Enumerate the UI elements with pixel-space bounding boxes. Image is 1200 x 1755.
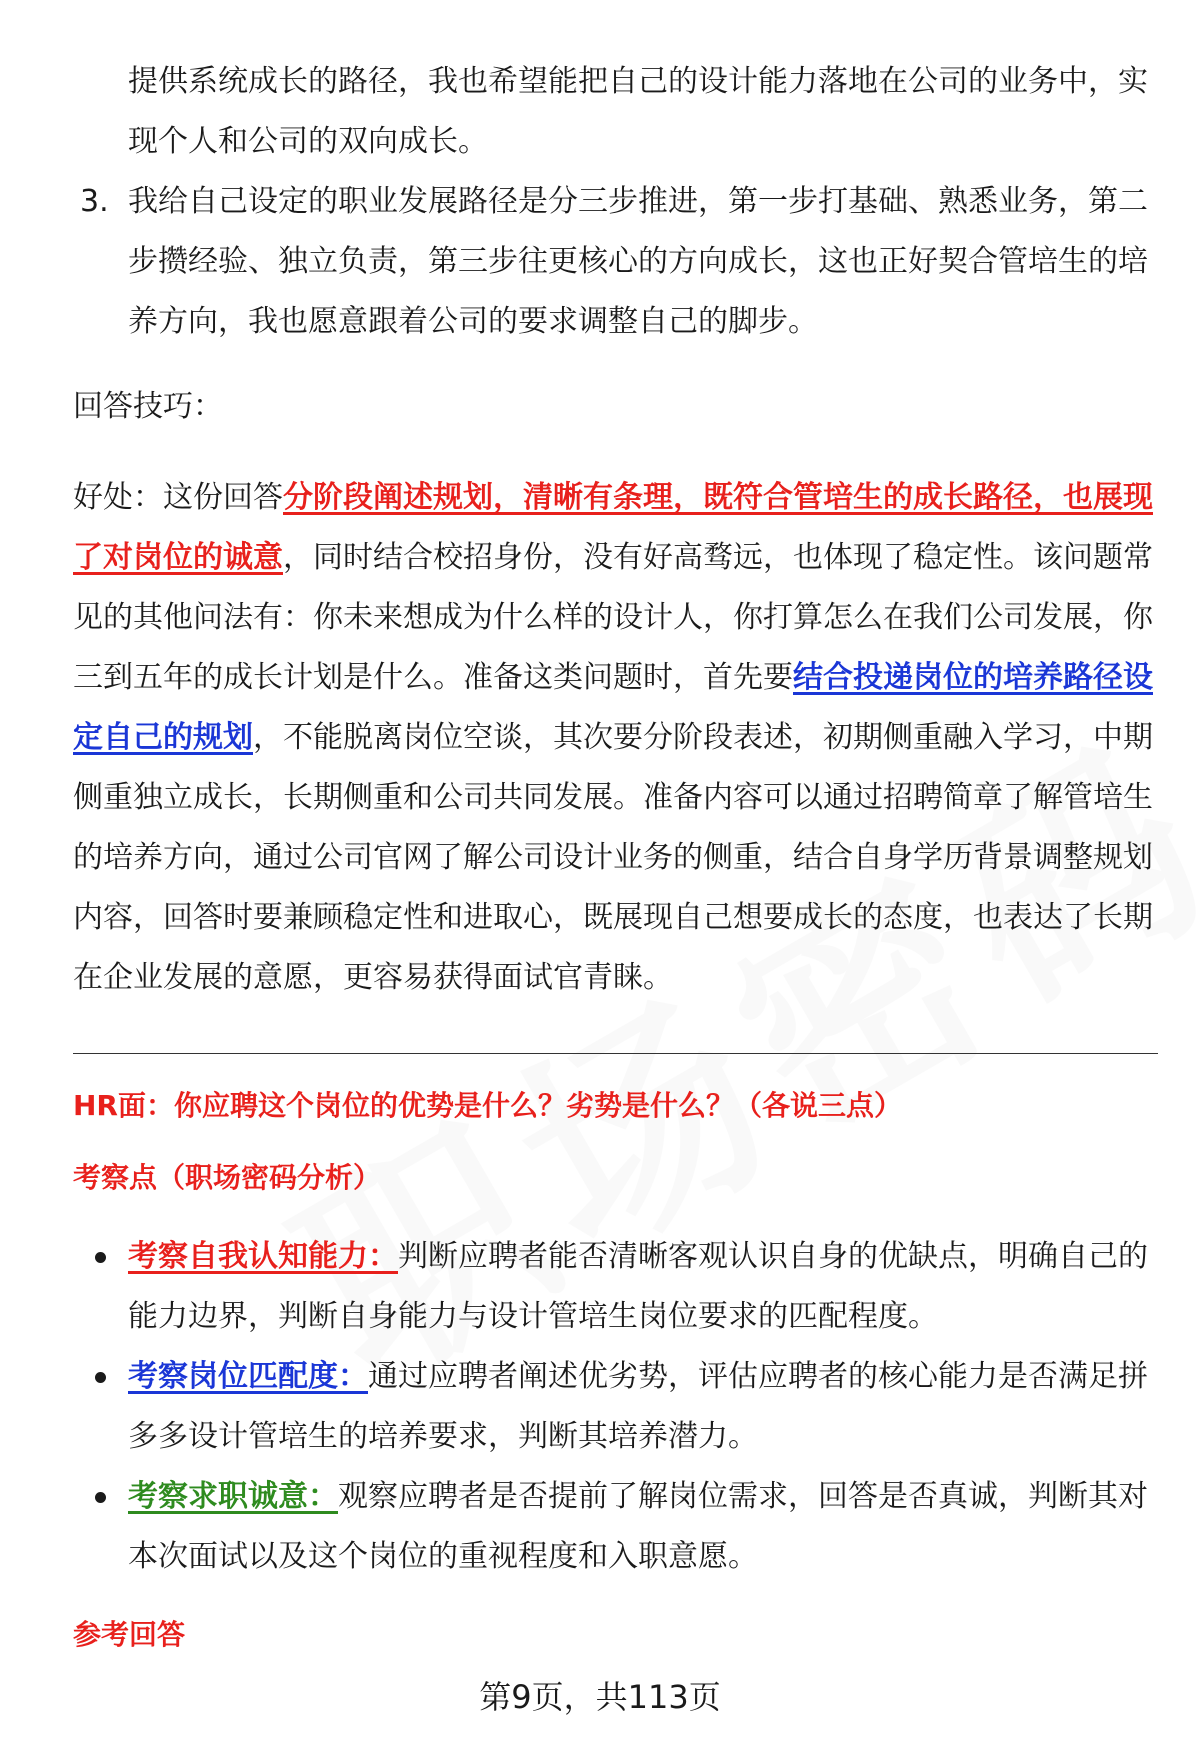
assessment-item-job-fit bbox=[95, 1347, 1158, 1467]
assessment-text: 判断应聘者能否清晰客观认识自身的优缺点，明确自己的能力边界，判断自身能力与设计管培生岗位要求的匹配程度。 bbox=[128, 1239, 1148, 1334]
assessment-list bbox=[95, 1227, 1158, 1587]
answer-item-3 bbox=[80, 172, 1160, 352]
assessment-label: 考察求职诚意： bbox=[128, 1479, 338, 1514]
assessment-heading: 考察点（职场密码分析） bbox=[73, 1161, 382, 1194]
item-number: 3. bbox=[80, 184, 109, 219]
assessment-item-self-awareness bbox=[95, 1227, 1158, 1347]
bullet-icon bbox=[95, 1372, 106, 1383]
benefit-suffix: ，不能脱离岗位空谈，其次要分阶段表述，初期侧重融入学习，中期侧重独立成长，长期侧重和公司共同发展。准备内容可以通过招聘简章了解管培生的培养方向，通过公司官网了解公司设计业务的侧重，结合自身学历背景调整规划内容，回答时要兼顾稳定性和进取心，既展现自己想要成长的态度，也表达了长期在企业发展的意愿，更容易获得面试官青睐。 bbox=[73, 720, 1153, 995]
assessment-text: 通过应聘者阐述优劣势，评估应聘者的核心能力是否满足拼多多设计管培生的培养要求，判断其培养潜力。 bbox=[128, 1359, 1148, 1454]
benefit-highlight-blue: 结合投递岗位的培养路径设定自己的规划 bbox=[73, 660, 1153, 755]
assessment-text: 观察应聘者是否提前了解岗位需求，回答是否真诚，判断其对本次面试以及这个岗位的重视程度和入职意愿。 bbox=[128, 1479, 1148, 1574]
tips-label: 回答技巧： bbox=[73, 389, 223, 424]
reference-answer-heading: 参考回答 bbox=[73, 1618, 186, 1651]
answer-continuation: 提供系统成长的路径，我也希望能把自己的设计能力落地在公司的业务中，实现个人和公司的双向成长。 bbox=[128, 64, 1148, 159]
page-number: 第9页，共113页 bbox=[479, 1678, 721, 1716]
hr-question-heading: HR面：你应聘这个岗位的优势是什么？劣势是什么？（各说三点） bbox=[73, 1089, 902, 1122]
assessment-label: 考察岗位匹配度： bbox=[128, 1359, 368, 1394]
benefit-prefix: 好处：这份回答 bbox=[73, 480, 283, 515]
benefit-highlight-red: 分阶段阐述规划，清晰有条理，既符合管培生的成长路径，也展现了对岗位的诚意 bbox=[73, 480, 1153, 575]
assessment-label: 考察自我认知能力： bbox=[128, 1239, 398, 1274]
benefit-middle: ，同时结合校招身份，没有好高骛远，也体现了稳定性。该问题常见的其他问法有：你未来想成为什么样的设计人，你打算怎么在我们公司发展，你三到五年的成长计划是什么。准备这类问题时，首先要 bbox=[73, 540, 1153, 695]
assessment-item-sincerity bbox=[95, 1467, 1158, 1587]
benefit-paragraph bbox=[73, 468, 1158, 1008]
item-text: 我给自己设定的职业发展路径是分三步推进，第一步打基础、熟悉业务，第二步攒经验、独立负责，第三步往更核心的方向成长，这也正好契合管培生的培养方向，我也愿意跟着公司的要求调整自己的脚步。 bbox=[128, 184, 1148, 339]
section-divider bbox=[73, 1053, 1158, 1054]
bullet-icon bbox=[95, 1252, 106, 1263]
bullet-icon bbox=[95, 1492, 106, 1503]
